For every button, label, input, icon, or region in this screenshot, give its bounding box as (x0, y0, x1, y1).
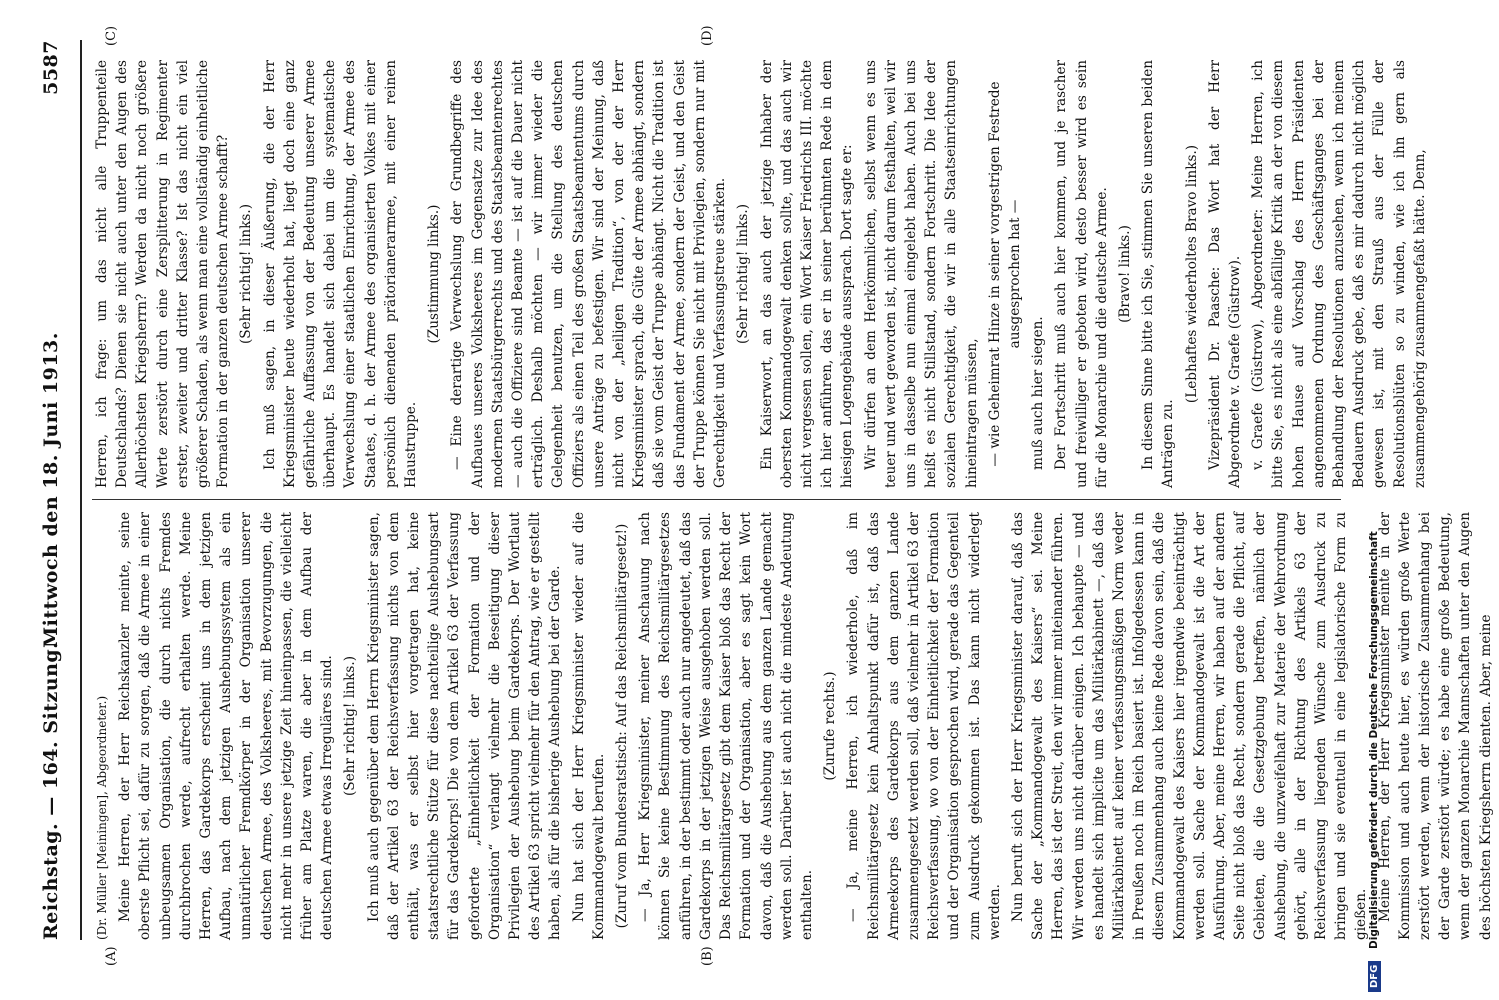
dfg-funding-note (1338, 8, 1380, 992)
paragraph: Meine Herren, der Herr Reichskanzler meinte, seine oberste Pflicht sei, dafür zu sorgen, daß die Armee in einer unbeugsamen Organisation, die durch nichts Fremdes durchbrochen werde, aufrecht erhalten werde. Meine Herren, das Gardekorps erscheint uns in dem jetzigen Aufbau, nach dem jetzigen Aushebungssystem als ein unnatürlicher Fremdkörper in der Organisation unserer deutschen Armee, des Volksheeres, mit Bevorzugungen, die nicht mehr in unsere jetzige Zeit hineinpassen, die vielleicht früher am Platze waren, die aber in dem Aufbau der deutschen Armee etwas Irreguläres sind. (117, 512, 336, 940)
margin-marker-b: (B) (700, 946, 715, 966)
quotation: Der Fortschritt muß auch hier kommen, und je rascher und freiwilliger er geboten wird, desto besser wird es sein für die Monarchie und die deutsche Armee. (1053, 60, 1110, 488)
interjection: (Sehr richtig! links.) (238, 203, 255, 345)
dfg-logo: DFG (1368, 961, 1381, 992)
paragraph: — Ja, meine Herren, ich wiederhole, daß im Reichsmilitärgesetz kein Anhaltspunkt dafür ist, daß das Armeekorps des Gardekorps aus dem ganzen Lande zusammengesetzt werden soll, daß vielmehr in Artikel 63 der Reichsverfassung, wo von der Einheitlichkeit der Formation und der Organisation gesprochen wird, gerade das Gegenteil zum Ausdruck gekommen ist. Das kann nicht widerlegt werden. (845, 512, 1003, 940)
quotation: Wir dürfen an dem Herkömmlichen, selbst wenn es uns teuer und wert geworden ist, nicht darum festhalten, weil wir uns in dasselbe nun einmal eingelebt haben. Auch bei uns heißt es nicht Stillstand, sondern Fortschritt. Die Idee der sozialen Gerechtigkeit, die wir in alle Staatseinrichtungen hineintragen müssen, (862, 60, 980, 488)
page-header (28, 40, 78, 940)
interjection: (Zustimmung links.) (426, 204, 443, 344)
interjection: — wie Geheimrat Hinze in seiner vorgestrigen Festrede ausgesprochen hat — (986, 81, 1023, 467)
interjection: (Zuruf vom Bundesratstisch: Auf das Reichsmilitärgesetz!) (614, 523, 631, 929)
margin-marker-d: (D) (700, 25, 715, 46)
paragraph: — Ja, Herr Kriegsminister, meiner Anschauung nach können Sie keine Bestimmung des Reichsmilitärgesetzes anführen, in der bestimmt oder auch nur angedeutet, daß das Gardekorps in der jetzigen Weise ausgehoben werden soll. Das Reichsmilitärgesetz gibt dem Kaiser bloß das Recht der Formation und der Organisation, aber es sagt kein Wort davon, daß die Aushebung aus dem ganzen Lande gemacht werden soll. Darüber ist auch nicht die mindeste Andeutung enthalten. (637, 512, 815, 940)
margin-marker-c: (C) (104, 25, 119, 46)
paragraph: Herren, ich frage: um das nicht alle Truppenteile Deutschlands? Dienen sie nicht auch unter den Augen des Allerhöchsten Kriegsherrn? Werden da nicht noch größere Werte zerstört durch eine Zersplitterung in Regimenter erster, zweiter und dritter Klasse? Ist das nicht ein viel größerer Schaden, als wenn man eine vollständig einheitliche Formation in der ganzen deutschen Armee schafft? (94, 60, 232, 488)
interjection: (Bravo! links.) (1116, 225, 1133, 323)
interjection: (Sehr richtig! links.) (735, 203, 752, 345)
interjection: (Sehr richtig! links.) (342, 655, 359, 797)
paragraph: Ein Kaiserwort, an das auch der jetzige Inhaber der obersten Kommandogewalt denken sollte, und das auch wir nicht vergessen sollen, ein Wort Kaiser Friedrichs III. möchte ich hier anführen, das er in seiner berühmten Rede in dem hiesigen Logengebäude aussprach. Dort sagte er: (758, 60, 856, 488)
header-session: Reichstag. — 164. Sitzung. (40, 641, 62, 940)
interjection: (Lebhaftes wiederholtes Bravo links.) (1183, 144, 1200, 404)
margin-marker-a: (A) (104, 946, 119, 966)
paragraph: Nun hat sich der Herr Kriegsminister wieder auf die Kommandogewalt berufen. (570, 512, 607, 940)
paragraph: Meine Herren, der Herr Kriegsminister meinte in der Kommission und auch heute hier, es würden große Werte zerstört werden, wenn der historische Zusammenhang bei der Garde zerstört würde; es habe eine große Bedeutung, wenn der ganzen Monarchie Mannschaften unter den Augen des höchsten Kriegsherrn dienten. Aber, meine (1376, 512, 1494, 940)
speaker-note: (Dr. Müller [Meiningen], Abgeordneter.) (95, 695, 109, 940)
paragraph: Vizepräsident Dr. Paasche: Das Wort hat der Herr Abgeordnete v. Graefe (Güstrow). (1206, 60, 1243, 488)
paragraph: — Eine derartige Verwechslung der Grundbegriffe des Aufbaues unseres Volksheeres im Gegensatze zur Idee des modernen Staatsbürgerrechts und des Staatsbeamtenrechtes — auch die Offiziere sind Beamte — ist auf die Dauer nicht erträglich. Deshalb möchten — wir immer wieder die Gelegenheit benutzen, um die Stellung des deutschen Offiziers als einen Teil des großen Staatsbeamtentums durch unsere Anträge zu befestigen. Wir sind der Meinung, daß nicht von der „heiligen Tradition“, von der der Herr Kriegsminister sprach, die Güte der Armee abhängt, sondern daß sie vom Geist der Truppe abhängt. Nicht die Tradition ist das Fundament der Armee, sondern der Geist, und den Geist der Truppe können Sie nicht mit Privilegien, sondern nur mit Gerechtigkeit und Verfassungstreue stärken. (449, 60, 729, 488)
paragraph: Ich muß sagen, in dieser Äußerung, die der Herr Kriegsminister heute wiederholt hat, liegt doch eine ganz gefährliche Auffassung von der Bedeutung unserer Armee überhaupt. Es handelt sich dabei um die systematische Verwechslung einer staatlichen Einrichtung, der Armee des Staates, d. h. der Armee des organisierten Volkes mit einer persönlich dienenden prätorianerarmee, mit einer reinen Haustruppe. (261, 60, 420, 488)
paragraph: Nun beruft sich der Herr Kriegsminister darauf, daß das Sache der „Kommandogewalt des Kaisers“ sei. Meine Herren, das ist der Streit, den wir immer miteinander führen. Wir werden uns nicht darüber einigen. Ich behaupte — und es handelt sich implicite um das Militärkabinett —, daß das Militärkabinett auf keiner verfassungsmäßigen Norm weder in Preußen noch im Reich basiert ist. Infolgedessen kann in diesem Zusammenhang auch keine Rede davon sein, daß die Kommandogewalt des Kaisers hier irgendwie beeinträchtigt werden soll. Sache der Kommandogewalt ist die Art der Ausführung. Aber, meine Herren, wir haben auf der andern Seite nicht bloß das Recht, sondern gerade die Pflicht, auf Gebieten, die die Gesetzgebung betreffen, nämlich der Aushebung, die unzweifelhaft zur Materie der Wehrordnung gehört, alle in der Richtung des Artikels 63 der Reichsverfassung liegenden Wünsche zum Ausdruck zu bringen und sie eventuell in eine legislatorische Form zu gießen. (1009, 512, 1370, 940)
paragraph: In diesem Sinne bitte ich Sie, stimmen Sie unseren beiden Anträgen zu. (1140, 60, 1177, 488)
column-divider (92, 499, 1341, 500)
header-date: Mittwoch den 18. Juni 1913. (40, 332, 62, 648)
interjection: (Zurufe rechts.) (822, 671, 839, 781)
quotation: muß auch hier siegen. (1030, 316, 1047, 470)
page-number: 5587 (40, 40, 62, 95)
paragraph: Ich muß auch gegenüber dem Herrn Kriegsminister sagen, daß der Artikel 63 der Reichsverfassung nichts von dem enthält, was er selbst hier vorgetragen hat, keine staatsrechtliche Stütze für diese nachteilige Aushebungsart für das Gardekorps! Die von dem Artikel 63 der Verfassung geforderte „Einheitlichkeit der Formation und der Organisation“ verlangt vielmehr die Beseitigung dieser Privilegien der Aushebung beim Gardekorps. Der Wortlaut des Artikel 63 spricht vielmehr für den Antrag, wie er gestellt haben, als für die bisherige Aushebung bei der Garde. (365, 512, 564, 940)
paragraph: v. Graefe (Güstrow), Abgeordneter: Meine Herren, ich bitte Sie, es nicht als eine abfällige Kritik an der von diesem hohen Hause auf Vorschlag des Herrn Präsidenten angenommenen Ordnung des Geschäftsganges bei der Behandlung der Resolutionen anzusehen, wenn ich meinem Bedauern Ausdruck gebe, daß es mir dadurch nicht möglich gewesen ist, mit den Strauß aus der Fülle der Resolutionsblüten so zu winden, wie ich ihn gern als zusammengehörig zusammengefaßt hätte. Denn, (1250, 60, 1428, 488)
dfg-note-text: Digitalisierung gefördert durch die Deutsche Forschungsgemeinschaft (1368, 531, 1380, 949)
header-rule (80, 40, 82, 940)
right-column (92, 60, 1433, 488)
left-column (92, 512, 1499, 940)
